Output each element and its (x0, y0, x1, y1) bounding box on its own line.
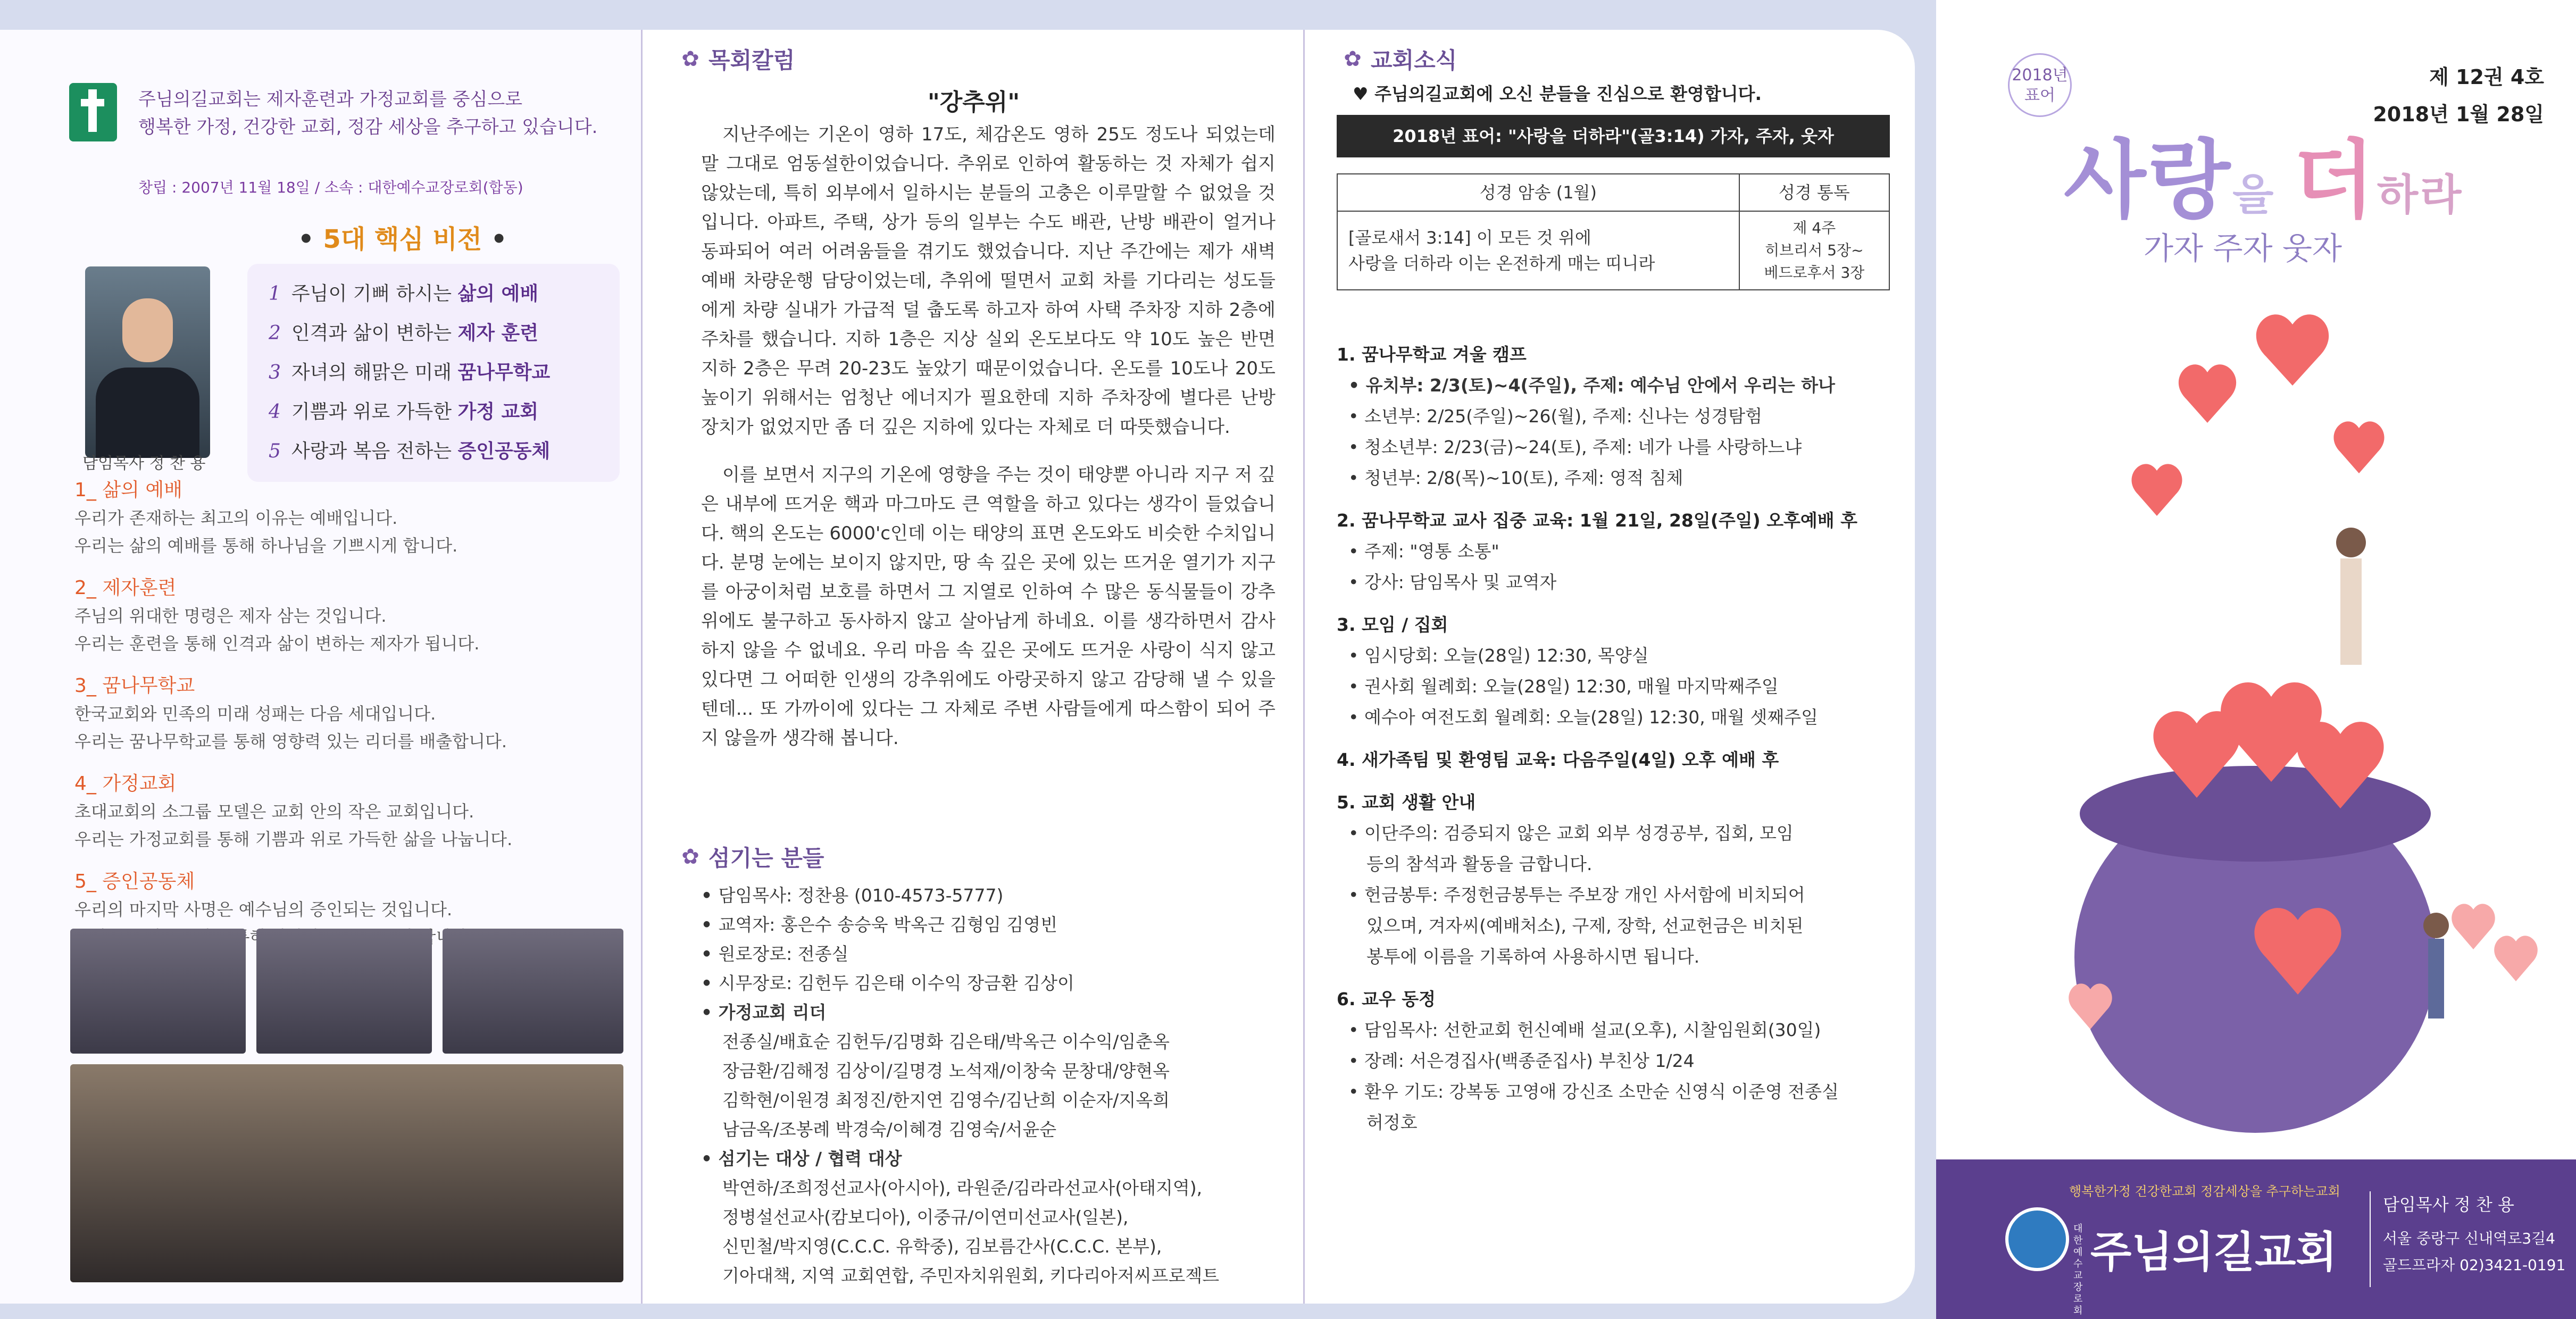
news-list (1337, 328, 1900, 1138)
news-section-title: 6. 교우 동정 (1337, 989, 1436, 1009)
news-item: • 청소년부: 2/23(금)~24(토), 주제: 네가 나를 사랑하느냐 (1348, 437, 1802, 457)
staff-item: • 원로장로: 전종실 (701, 939, 1286, 969)
news-item: • 주제: "영통 소통" (1348, 541, 1499, 562)
church-footer (1936, 1159, 2576, 1319)
heart-icon (2333, 421, 2384, 473)
staff-item: 장금환/김해정 김상이/길명경 노석재/이창숙 문창대/양현옥 (722, 1061, 1170, 1081)
church-intro: 주님의길교회는 제자훈련과 가정교회를 중심으로 행복한 가정, 건강한 교회, 정감 세상을 추구하고 있습니다. (138, 89, 598, 138)
serve-heading: ✿ 섬기는 분들 (680, 841, 824, 873)
flower-icon: ✿ (681, 845, 699, 869)
column-panel (641, 30, 1303, 1304)
news-section-title: 3. 모임 / 집회 (1337, 614, 1448, 635)
news-item: • 임시당회: 오늘(28일) 12:30, 목양실 (1348, 645, 1649, 666)
vision-detail: 1_ 삶의 예배 우리가 존재하는 최고의 이유는 예배입니다. 우리는 삶의 예배를 통해 하나님을 기쁘시게 합니다. (74, 479, 458, 556)
vision-item: 3 자녀의 해맑은 미래 꿈나무학교 (269, 362, 551, 383)
vision-detail: 3_ 꿈나무학교 한국교회와 민족의 미래 성패는 다음 세대입니다. 우리는 꿈나무학교를 통해 영향력 있는 리더를 배출합니다. (74, 675, 507, 752)
cover-title: 사랑을 더하라 (2064, 130, 2464, 230)
bag-opening (2080, 766, 2431, 862)
vision-item: 2 인격과 삶이 변하는 제자 훈련 (269, 322, 539, 344)
staff-list (701, 881, 1286, 1290)
photo-collage (70, 929, 623, 1285)
heart-icon (2131, 464, 2182, 516)
news-section-title: 1. 꿈나무학교 겨울 캠프 (1337, 344, 1527, 365)
staff-item: • 섬기는 대상 / 협력 대상 (701, 1144, 1286, 1173)
heart-icon (2256, 314, 2329, 386)
heart-icon (2452, 904, 2495, 949)
fold-gap (1915, 0, 1936, 1319)
vision-detail: 5_ 증인공동체 우리의 마지막 사명은 예수님의 증인되는 것입니다. 통해 (74, 871, 453, 947)
news-item: • 환우 기도: 강복동 고영애 강신조 소만순 신영식 이준영 전종실 (1348, 1081, 1839, 1102)
news-item: 허정호 (1366, 1112, 1418, 1133)
news-item: • 권사회 월례회: 오늘(28일) 12:30, 매월 마지막째주일 (1348, 676, 1779, 697)
staff-item: 기아대책, 지역 교회연합, 주민자치위원회, 키다리아저씨프로젝트 (722, 1265, 1220, 1286)
established-info: 창립 : 2007년 11월 18일 / 소속 : 대한예수교장로회(합동) (138, 179, 523, 196)
news-item: • 강사: 담임목사 및 교역자 (1348, 572, 1557, 592)
staff-item: • 담임목사: 정찬용 (010-4573-5777) (701, 881, 1286, 910)
flower-icon: ✿ (681, 47, 699, 71)
staff-item: 남금옥/조봉례 박경숙/이혜경 김영숙/서윤순 (722, 1119, 1057, 1140)
news-item: • 유치부: 2/3(토)~4(주일), 주제: 예수님 안에서 우리는 하나 (1348, 375, 1836, 396)
bible-reading-table: 성경 암송 (1월) 성경 통독 [골로새서 3:14] 이 모든 것 위에 사랑을 더하라 이는 온전하게 매는 띠니라 제 4주 히브리서 5장~ 베드로후서 3장 (1337, 173, 1890, 290)
staff-item: 정병설선교사(캄보디아), 이중규/이연미선교사(일본), (722, 1207, 1129, 1228)
news-section-title: 2. 꿈나무학교 교사 집중 교육: 1월 21일, 28일(주일) 오후예배 후 (1337, 510, 1858, 531)
church-contact: 담임목사 정 찬 용 서울 중랑구 신내역로3길4 골드프라자 02)3421-0191 (2383, 1195, 2566, 1274)
parent-figure-body (2340, 558, 2362, 665)
news-panel (1303, 30, 1915, 1304)
news-item: • 헌금봉투: 주정헌금봉투는 주보장 개인 사서함에 비치되어 (1348, 884, 1805, 905)
news-item: • 예수아 여전도회 월례회: 오늘(28일) 12:30, 매월 셋째주일 (1348, 707, 1819, 728)
article-body: 지난주에는 기온이 영하 17도, 체감온도 영하 25도 정도나 되었는데 말 그대로 엄동설한이었습니다. 추위로 인하여 활동하는 것 자체가 쉽지 않았는데, 특히 외부에서 일하시는 분들의 고충은 이루말할 수 없었을 것입니다. 아파트, 주택, 상가 등의 일부는 수도 배관, 난방 배관이 얼거나 동파되어 여러 어려움들을 겪기도 했었습니다. 지난 주간에는 제가 새벽예배 차량운행 담당이었는데, 추위에 떨면서 교회 차를 기다리는 성도들에게 차량 실내가 가급적 덜 춥도록 하고자 하여 사택 주차장 지하 2층에 주차를 했습니다. 지하 1층은 지상 실외 온도보다도 약 10도 높은 반면 지하 2층은 무려 20-23도 높았기 때문이었습니다. 온도를 10도나 20도 높이기 위해서는 엄청난 에너지가 필요한데 지하 주차장에 별다른 난방 장치가 없었지만 좀 더 깊은 지하에 있다는 자체로 더 따뜻했습니다. 이를 보면서 지구의 기온에 영향을 주는 것이 태양뿐 아니라 지구 저 깊은 내부에 뜨거운 핵과 마그마도 큰 역할을 하고 있다는 생각이 들었습니다. 핵의 온도는 6000'c인데 이는 태양의 표면 온도와도 비슷한 수치입니다. 분명 눈에는 보이지 않지만, 땅 속 깊은 곳에 있는 뜨거운 열기가 지구를 아궁이처럼 보호를 하면서 그 지열로 인하여 수 많은 동식물들이 강추위에도 불구하고 동사하지 않고 살아남게 하네요. 이를 생각하면서 감사하지 않을 수 없네요. 우리 마음 속 깊은 곳에도 뜨거운 사랑이 식지 않고 있다면 그 어떠한 인생의 강추위에도 아랑곳하지 않고 감당해 낼 수 있을텐데... 또 가까이에 있다는 그 자체로 주변 사람들에게 따스함이 되어 주지 않을까 생각해 봅니다. (701, 124, 1276, 749)
news-section-title: 4. 새가족팀 및 환영팀 교육: 다음주일(4일) 오후 예배 후 (1337, 749, 1779, 770)
staff-item: 박연하/조희정선교사(아시아), 라원준/김라라선교사(아태지역), (722, 1178, 1203, 1198)
staff-item: • 시무장로: 김헌두 김은태 이수익 장금환 김상이 (701, 969, 1286, 998)
parent-figure (2336, 528, 2366, 557)
heart-icon (2494, 936, 2538, 981)
vision-detail: 2_ 제자훈련 주님의 위대한 명령은 제자 삼는 것입니다. 우리는 훈련을 통해 인격과 삶이 변하는 제자가 됩니다. (74, 577, 480, 654)
church-emblem (2005, 1207, 2069, 1271)
worship-photo (256, 929, 432, 1054)
news-heading: ✿ 교회소식 (1342, 43, 1457, 75)
year-badge: 2018년 표어 (2008, 53, 2072, 117)
vision-item: 5 사랑과 복음 전하는 증인공동체 (269, 440, 551, 462)
news-item: • 이단주의: 검증되지 않은 교회 외부 성경공부, 집회, 모임 (1348, 823, 1794, 844)
issue-info: 제 12권 4호 2018년 1월 28일 (2373, 65, 2544, 126)
news-item: 있으며, 겨자씨(예배처소), 구제, 장학, 선교헌금은 비치된 (1366, 915, 1804, 936)
church-slogan: 행복한가정 건강한교회 정감세상을 추구하는교회 (2069, 1184, 2340, 1199)
staff-item: 김학현/이원경 최정진/한지연 김영수/김난희 이순자/지옥희 (722, 1090, 1170, 1111)
child-figure (2423, 913, 2449, 938)
news-item: 등의 참석과 활동을 금합니다. (1366, 854, 1593, 874)
cover-subtitle: 가자 주자 웃자 (2144, 230, 2342, 266)
congregation-photo (70, 1064, 623, 1282)
column-heading: ✿ 목회칼럼 (680, 43, 795, 75)
staff-item: • 가정교회 리더 (701, 998, 1286, 1027)
vision-detail: 4_ 가정교회 초대교회의 소그룹 모델은 교회 안의 작은 교회입니다. 우리는 가정교회를 통해 기쁨과 위로 가득한 삶을 나눕니다. (74, 773, 513, 849)
pastor-photo (85, 266, 210, 458)
vision-item: 1 주님이 기뻐 하시는 삶의 예배 (269, 283, 539, 305)
year-motto: 2018년 표어: "사랑을 더하라"(골3:14) 가자, 주자, 웃자 (1337, 115, 1890, 157)
cover-panel (1936, 0, 2576, 1319)
hearts-illustration (1936, 293, 2576, 1154)
church-name: 주님의길교회 (2090, 1227, 2337, 1277)
staff-item: • 교역자: 홍은수 송승욱 박옥근 김형임 김영빈 (701, 910, 1286, 939)
news-item: • 장례: 서은경집사(백종준집사) 부친상 1/24 (1348, 1050, 1695, 1071)
pastor-caption: 담임목사 정 찬 용 (82, 454, 206, 473)
choir-photo (70, 929, 246, 1054)
welcome-message: ♥ 주님의길교회에 오신 분들을 진심으로 환영합니다. (1353, 84, 1762, 104)
news-section-title: 5. 교회 생활 안내 (1337, 792, 1476, 813)
vision-list (247, 264, 620, 482)
church-logo (69, 83, 117, 141)
vision-item: 4 기쁨과 위로 가득한 가정 교회 (269, 401, 539, 423)
heart-icon (2179, 364, 2236, 423)
staff-item: 전종실/배효순 김헌두/김명화 김은태/박옥근 이수익/임춘옥 (722, 1031, 1170, 1052)
news-item: • 청년부: 2/8(목)~10(토), 주제: 영적 침체 (1348, 468, 1683, 488)
vision-panel (0, 30, 641, 1304)
vision-details (74, 477, 617, 966)
news-item: • 담임목사: 선한교회 헌신예배 설교(오후), 시찰임원회(30일) (1348, 1020, 1821, 1040)
staff-item: 신민철/박지영(C.C.C. 유학중), 김보름간사(C.C.C. 본부), (722, 1236, 1162, 1257)
vision-heading: • 5대 핵심 비전 • (298, 224, 507, 254)
news-item: • 소년부: 2/25(주일)~26(월), 주제: 신나는 성경탐험 (1348, 406, 1763, 427)
denomination: 대한예수교장로회 (2073, 1223, 2083, 1316)
article-title: "강추위" (927, 89, 1020, 116)
flower-icon: ✿ (1344, 47, 1362, 71)
sanctuary-photo (443, 929, 623, 1054)
child-figure-body (2428, 939, 2444, 1019)
news-item: 봉투에 이름을 기록하여 사용하시면 됩니다. (1366, 946, 1700, 967)
